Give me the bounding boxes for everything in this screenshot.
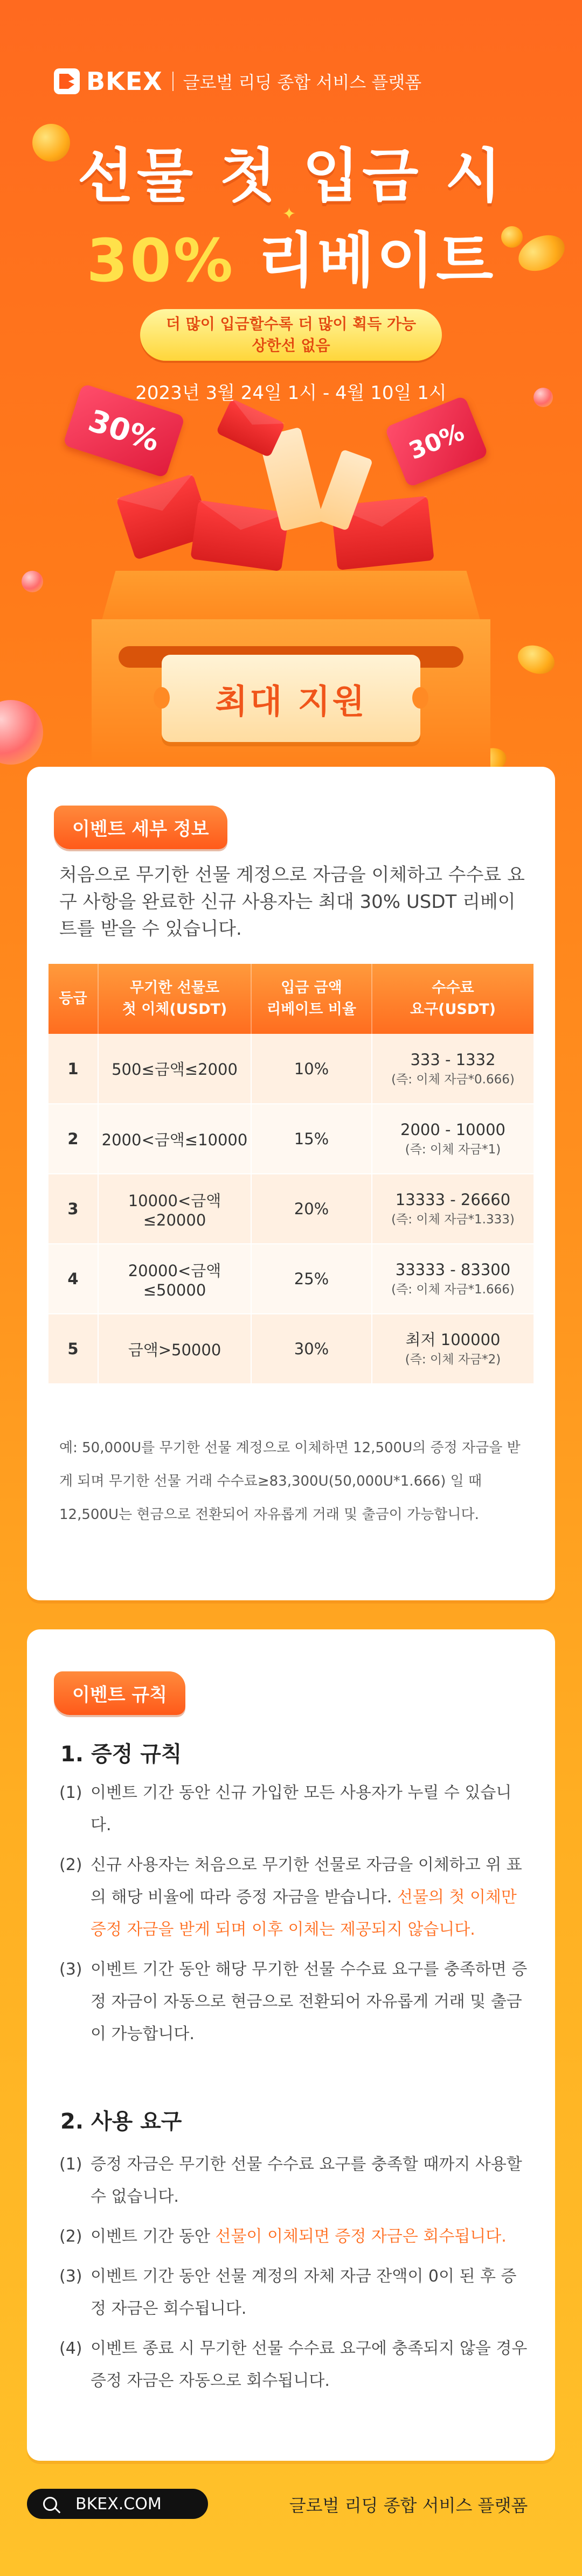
pill-line2: 상한선 없음: [252, 337, 330, 354]
cell-rate: 10%: [251, 1034, 372, 1104]
event-date: 2023년 3월 24일 1시 - 4월 10일 1시: [135, 382, 447, 404]
fee-note: (즉: 이체 자금*0.666): [391, 1072, 515, 1087]
col-header-amount: [98, 964, 251, 1034]
cell-rate: 30%: [251, 1314, 372, 1384]
max-support-text: 최대 지원: [215, 681, 367, 721]
table-row: [48, 1104, 534, 1174]
fee-range: 13333 - 26660: [395, 1191, 511, 1209]
hero-title-line1: 선물 첫 입금 시: [77, 143, 505, 210]
list-item: [59, 2148, 528, 2213]
rule-text: 이벤트 기간 동안 선물 계정의 자체 자금 잔액이 0이 된 후 증정 자금은 회수됩니다.: [91, 2267, 517, 2318]
section-badge-details: 이벤트 세부 정보: [54, 806, 227, 849]
col-header-text: 등급: [59, 990, 87, 1007]
table-row: [48, 1314, 534, 1384]
rule-text: 이벤트 종료 시 무기한 선물 수수료 요구에 충족되지 않을 경우 증정 자금은 자동으로 회수됩니다.: [91, 2339, 528, 2390]
table-header-row: [48, 964, 534, 1034]
coin-decoration: [514, 641, 559, 679]
max-support-card: [162, 655, 420, 742]
rule-number: (1): [59, 1783, 82, 1802]
ball-decoration: [0, 700, 43, 765]
fee-range: 최저 100000: [405, 1331, 501, 1349]
cell-rate: 20%: [251, 1174, 372, 1244]
details-intro: 처음으로 무기한 선물 계정으로 자금을 이체하고 수수료 요구 사항을 완료한 신규 사용자는 최대 30% USDT 리베이트를 받을 수 있습니다.: [59, 864, 525, 940]
site-url: BKEX.COM: [75, 2494, 162, 2514]
rule-text-wrap: [91, 2221, 528, 2253]
cell-fee: [372, 1174, 534, 1244]
search-icon: [43, 2497, 57, 2511]
ball-decoration: [22, 571, 43, 592]
col-header-text: 첫 이체(USDT): [122, 1001, 227, 1018]
col-header-fee: [372, 964, 534, 1034]
cell-rate: 25%: [251, 1244, 372, 1314]
hero-title-percent: 30%: [86, 226, 235, 295]
cell-rate: 15%: [251, 1104, 372, 1174]
table-row: [48, 1244, 534, 1314]
fee-range: 333 - 1332: [410, 1050, 496, 1069]
cell-amount: 20000<금액≤50000: [98, 1244, 251, 1314]
list-item: [59, 2221, 528, 2253]
tag-left-text: 30%: [84, 403, 164, 459]
hero-subtitle-pill: [140, 309, 442, 361]
fee-range: 2000 - 10000: [400, 1121, 505, 1139]
col-header-text: 요구(USDT): [410, 1001, 496, 1018]
example-note: 예: 50,000U를 무기한 선물 계정으로 이체하면 12,500U의 증정 자금을 받게 되며 무기한 선물 거래 수수료≥83,300U(50,000U*1.666) 일 때 12,500U는 현금으로 전환되어 자유롭게 거래 및 출금이 가능합니다.: [59, 1440, 521, 1523]
rule-text: 이벤트 기간 동안 신규 가입한 모든 사용자가 누릴 수 있습니다.: [91, 1783, 512, 1835]
cell-grade: 4: [48, 1244, 98, 1314]
col-header-grade: [48, 964, 98, 1034]
cell-amount: 금액>50000: [98, 1314, 251, 1384]
table-row: [48, 1034, 534, 1104]
fee-note: (즉: 이체 자금*2): [405, 1353, 501, 1367]
cell-fee: [372, 1034, 534, 1104]
rules-section1-list: [59, 1777, 528, 2058]
rule-number: (2): [59, 1856, 82, 1874]
rule-number: (4): [59, 2339, 82, 2358]
list-item: [59, 1954, 528, 2050]
hero-title-rebate: 리베이트: [258, 226, 496, 295]
cell-grade: 2: [48, 1104, 98, 1174]
cell-fee: [372, 1104, 534, 1174]
brand-bar: [54, 67, 421, 96]
cell-amount: 2000<금액≤10000: [98, 1104, 251, 1174]
cell-fee: [372, 1314, 534, 1384]
rule-number: (2): [59, 2227, 82, 2246]
divider: [172, 72, 174, 91]
cell-amount: 500≤금액≤2000: [98, 1034, 251, 1104]
fee-note: (즉: 이체 자금*1.666): [391, 1283, 515, 1297]
fee-note: (즉: 이체 자금*1.333): [391, 1213, 515, 1227]
rules-section2-title: 2. 사용 요구: [60, 2109, 182, 2134]
cell-amount: 10000<금액≤20000: [98, 1174, 251, 1244]
list-item: [59, 1777, 528, 1842]
rebate-table: [48, 964, 534, 1384]
footer-tagline: 글로벌 리딩 종합 서비스 플랫폼: [289, 2495, 528, 2516]
rule-number: (3): [59, 1960, 82, 1979]
col-header-text: 수수료: [432, 979, 474, 996]
list-item: [59, 2333, 528, 2397]
tag-right-text: 30%: [405, 418, 468, 465]
rules-section2-list: [59, 2148, 528, 2405]
sparkle-icon: ✦: [282, 205, 296, 223]
rules-section1-title: 1. 증정 규칙: [60, 1742, 182, 1767]
rule-highlight: 선물의 첫 이체만 증정 자금을 받게 되며 이후 이체는 제공되지 않습니다.: [91, 1888, 517, 1939]
rule-number: (1): [59, 2155, 82, 2174]
red-envelope-decoration: [190, 500, 289, 572]
percent-tag-right: [384, 395, 488, 487]
cell-fee: [372, 1244, 534, 1314]
rule-text: 신규 사용자는 처음으로 무기한 선물로 자금을 이체하고 위 표의 해당 비율에 따라 증정 자금을 받습니다.: [91, 1856, 522, 1907]
logo-text: BKEX: [86, 67, 163, 96]
pill-line1: 더 많이 입금할수록 더 많이 획득 가능: [165, 315, 417, 333]
hero-title-line2: [0, 213, 582, 298]
col-header-text: 입금 금액: [281, 979, 342, 996]
section-badge-rules: 이벤트 규칙: [54, 1671, 185, 1715]
site-link-button[interactable]: [27, 2489, 208, 2519]
rule-text: 이벤트 기간 동안 해당 무기한 선물 수수료 요구를 충족하면 증정 자금이 자동으로 현금으로 전환되어 자유롭게 거래 및 출금이 가능합니다.: [91, 1960, 528, 2043]
fee-note: (즉: 이체 자금*1): [405, 1143, 501, 1157]
rule-highlight: 선물이 이체되면 증정 자금은 회수됩니다.: [215, 2227, 507, 2246]
table-row: [48, 1174, 534, 1244]
list-item: [59, 1849, 528, 1946]
rule-number: (3): [59, 2267, 82, 2286]
rule-text: 증정 자금은 무기한 선물 수수료 요구를 충족할 때까지 사용할 수 없습니다.: [91, 2155, 522, 2206]
cell-grade: 1: [48, 1034, 98, 1104]
col-header-text: 무기한 선물로: [130, 979, 219, 996]
bkex-logo-icon: [54, 68, 80, 94]
fee-range: 33333 - 83300: [395, 1261, 511, 1279]
rule-text-wrap: [91, 1849, 528, 1946]
list-item: [59, 2260, 528, 2325]
cell-grade: 3: [48, 1174, 98, 1244]
brand-tagline: 글로벌 리딩 종합 서비스 플랫폼: [183, 72, 422, 93]
col-header-rate: [251, 964, 372, 1034]
cell-grade: 5: [48, 1314, 98, 1384]
rule-text: 이벤트 기간 동안: [91, 2227, 216, 2246]
col-header-text: 리베이트 비율: [267, 1001, 356, 1018]
